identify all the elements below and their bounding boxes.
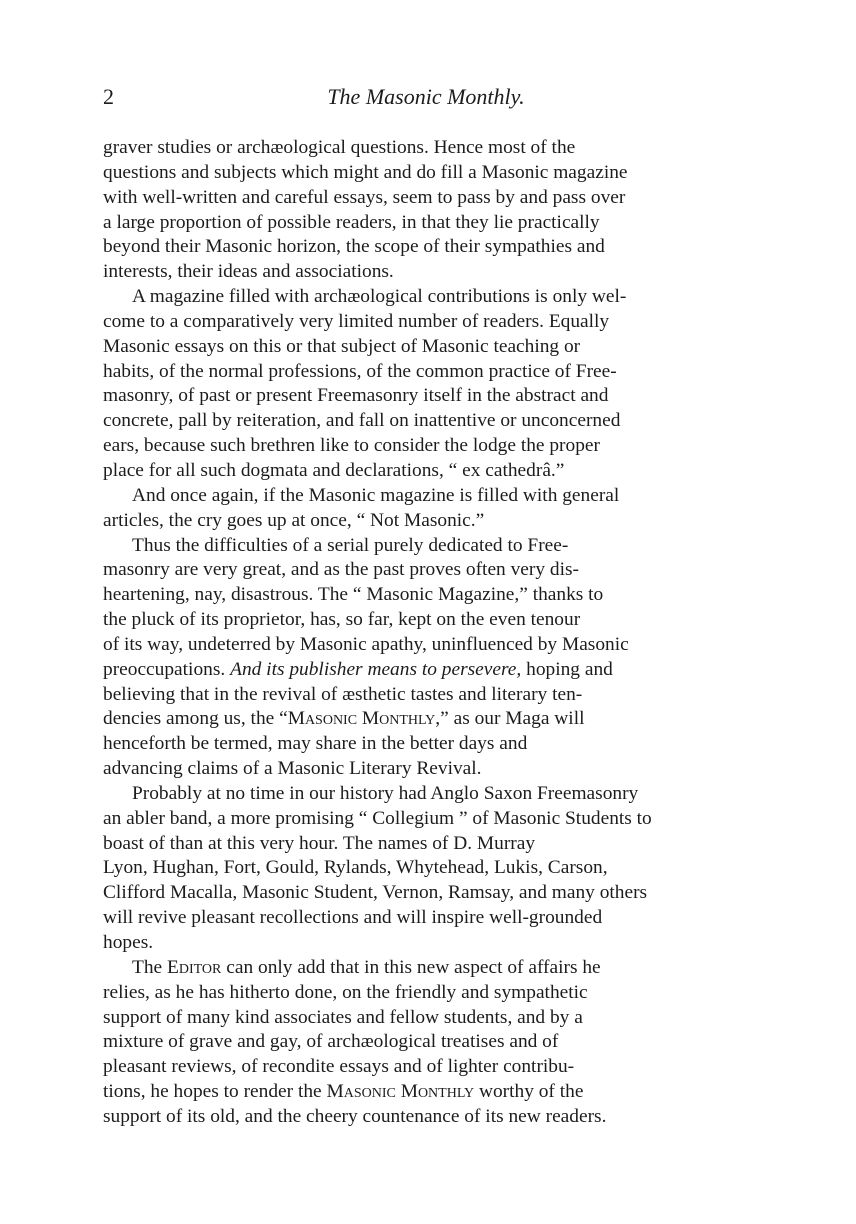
paragraph-4 [103, 534, 749, 782]
paragraph-1 [103, 136, 749, 285]
text-line: an abler band, a more promising “ Collegium ” of Masonic Students to [103, 807, 652, 829]
text-line: interests, their ideas and associations. [103, 261, 394, 283]
text-line: support of its old, and the cheery countenance of its new readers. [103, 1105, 607, 1127]
text-line: will revive pleasant recollections and will inspire well-grounded [103, 907, 603, 929]
paragraph-3 [103, 484, 749, 534]
text-line-start: dencies among us, the “ [103, 708, 288, 730]
text-line: concrete, pall by reiteration, and fall on inattentive or unconcerned [103, 410, 621, 432]
text-line: mixture of grave and gay, of archæological treatises and of [103, 1031, 559, 1053]
text-line: with well-written and careful essays, seem to pass by and pass over [103, 186, 626, 208]
text-line: articles, the cry goes up at once, “ Not Masonic.” [103, 509, 485, 531]
text-line: beyond their Masonic horizon, the scope of their sympathies and [103, 236, 605, 258]
small-caps-title: Masonic Monthly, [287, 708, 441, 730]
italic-phrase: And its publisher means to persevere, [230, 658, 522, 680]
text-line: the pluck of its proprietor, has, so far, kept on the even tenour [103, 609, 581, 631]
text-line: Probably at no time in our history had Anglo Saxon Freemasonry [132, 782, 639, 804]
text-line: questions and subjects which might and do fill a Masonic magazine [103, 161, 628, 183]
text-line: ears, because such brethren like to consider the lodge the proper [103, 435, 600, 457]
text-line: Thus the difficulties of a serial purely dedicated to Free- [132, 534, 569, 556]
text-line: graver studies or archæological questions. Hence most of the [103, 137, 576, 158]
small-caps-title: Masonic Monthly [326, 1081, 475, 1103]
paragraph-6 [103, 956, 749, 1130]
text-line: And once again, if the Masonic magazine is filled with general [132, 484, 620, 506]
article-body [103, 136, 749, 1130]
paragraph-2 [103, 285, 749, 484]
text-line-end: can only add that in this new aspect of affairs he [226, 956, 601, 978]
text-line: A magazine filled with archæological contributions is only wel- [132, 286, 627, 308]
text-line: hopes. [103, 932, 154, 953]
text-line: a large proportion of possible readers, in that they lie practically [103, 211, 600, 233]
text-line-start: preoccupations. [103, 658, 226, 680]
text-line: habits, of the normal professions, of the common practice of Free- [103, 360, 617, 382]
document-page [103, 84, 749, 1130]
paragraph-5 [103, 782, 749, 956]
text-line: boast of than at this very hour. The names of D. Murray [103, 832, 536, 854]
page-number: 2 [103, 84, 114, 109]
text-line-start: tions, he hopes to render the [103, 1081, 322, 1103]
text-line-end: worthy of the [478, 1081, 584, 1103]
text-line: Lyon, Hughan, Fort, Gould, Rylands, Whytehead, Lukis, Carson, [103, 857, 608, 879]
text-line: pleasant reviews, of recondite essays and of lighter contribu- [103, 1056, 575, 1078]
small-caps-editor: Editor [167, 956, 222, 978]
text-line: masonry, of past or present Freemasonry itself in the abstract and [103, 385, 609, 407]
text-line: heartening, nay, disastrous. The “ Masonic Magazine,” thanks to [103, 584, 604, 606]
text-line: henceforth be termed, may share in the better days and [103, 733, 528, 755]
text-line: believing that in the revival of æsthetic tastes and literary ten- [103, 683, 583, 705]
text-line: of its way, undeterred by Masonic apathy, uninfluenced by Masonic [103, 633, 629, 655]
text-line: Masonic essays on this or that subject of Masonic teaching or [103, 335, 581, 357]
text-line: place for all such dogmata and declarations, “ ex cathedrâ.” [103, 459, 565, 481]
text-line: come to a comparatively very limited number of readers. Equally [103, 310, 610, 332]
text-line: relies, as he has hitherto done, on the friendly and sympathetic [103, 981, 588, 1003]
text-line: support of many kind associates and fellow students, and by a [103, 1006, 583, 1028]
text-line-end: ” as our Maga will [440, 708, 585, 730]
running-head [103, 84, 749, 114]
text-line: masonry are very great, and as the past proves often very dis- [103, 559, 579, 581]
text-line-start: The [132, 956, 163, 978]
text-line-end: hoping and [526, 658, 613, 680]
text-line: Clifford Macalla, Masonic Student, Vernon, Ramsay, and many others [103, 882, 648, 904]
text-line: advancing claims of a Masonic Literary Revival. [103, 758, 482, 780]
journal-title: The Masonic Monthly. [327, 84, 525, 109]
